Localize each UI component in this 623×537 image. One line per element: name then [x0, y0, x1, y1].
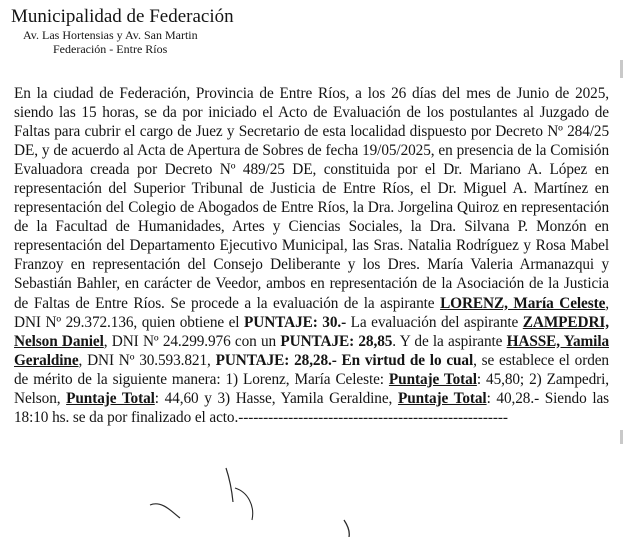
- municipality-name: Municipalidad de Federación: [11, 6, 234, 27]
- acta-text-5: . Y de la aspirante: [392, 332, 507, 350]
- candidate-name-hasse: HASSE, Yamila Geraldine: [14, 332, 610, 369]
- score-hasse: PUNTAJE: 28,28.- En virtud de lo cual: [215, 351, 474, 369]
- acta-text-4: , DNI Nº 24.299.976 con un: [103, 332, 281, 350]
- candidate-name-lorenz: LORENZ, María Celeste: [440, 294, 606, 312]
- acta-intro: En la ciudad de Federación, Provincia de Entre Ríos, a los 26 días del mes de Junio de 2025, siendo las 15 horas, se da por iniciado el Acto de Evaluación de los postulantes al Juzgado de Faltas para cubrir el cargo de Juez y Secretario de esta localidad dispuesto por Decreto Nº 284/25 DE, y de acuerdo al Acta de Apertura de Sobres de fecha 19/05/2025, en presencia de la Comisión Evaluadora creada por Decreto Nº 489/25 DE, constituida por el Dr. Mariano A. López en representación del Superior Tribunal de Justicia de Entre Ríos, el Dr. Miguel A. Martínez en representación del Colegio de Abogados de Entre Ríos, la Dra. Jorgelina Quiroz en representación de la Facultad de Humanidades, Artes y Ciencias Sociales, la Dra. Silvana P. Monzón en representación del Departamento Ejecutivo Municipal, las Sras. Natalia Rodríguez y Rosa Mabel Franzoy en representación del Consejo Deliberante y los Dres. María Valeria Armanazqui y Sebastián Bahler, en carácter de Veedor, ambos en representación de la Asociación de la Justicia de Faltas de Entre Ríos. Se procede a la evaluación de la aspirante: [14, 85, 609, 312]
- acta-text-9: : 44,60 y 3) Hasse, Yamila Geraldine,: [154, 389, 398, 407]
- signature-stroke: [226, 468, 233, 502]
- acta-text-10: : 40,28.- Siendo las 18:10 hs. se da por finalizado el acto.------------------------------------------------------: [14, 389, 610, 426]
- acta-body: [14, 84, 609, 427]
- score-zampedri: PUNTAJE: 28,85: [280, 332, 393, 350]
- acta-text-7: , se establece el orden de mérito de la siguiente manera: 1) Lorenz, María Celeste:: [14, 351, 609, 388]
- total-label-1: Puntaje Total: [388, 370, 477, 388]
- letterhead: [11, 6, 234, 56]
- address-line-1: Av. Las Hortensias y Av. San Martin: [23, 28, 198, 42]
- candidate-name-zampedri: ZAMPEDRI, Nelson Daniel: [14, 313, 609, 350]
- score-lorenz: PUNTAJE: 30.-: [244, 313, 347, 331]
- total-label-3: Puntaje Total: [397, 389, 487, 407]
- acta-text-6: , DNI Nº 30.593.821,: [78, 351, 216, 369]
- address-line-2: Federación - Entre Ríos: [53, 42, 168, 56]
- signature-stroke: [235, 488, 253, 520]
- total-label-2: Puntaje Total: [66, 389, 155, 407]
- signature-stroke: [344, 520, 349, 537]
- acta-text-2: , DNI Nº 29.372.136, quien obtiene el: [14, 294, 610, 331]
- signature-stroke: [150, 504, 180, 518]
- acta-text-8: : 45,80; 2) Zampedri, Nelson,: [14, 370, 609, 407]
- acta-text-3: La evaluación del aspirante: [346, 313, 523, 331]
